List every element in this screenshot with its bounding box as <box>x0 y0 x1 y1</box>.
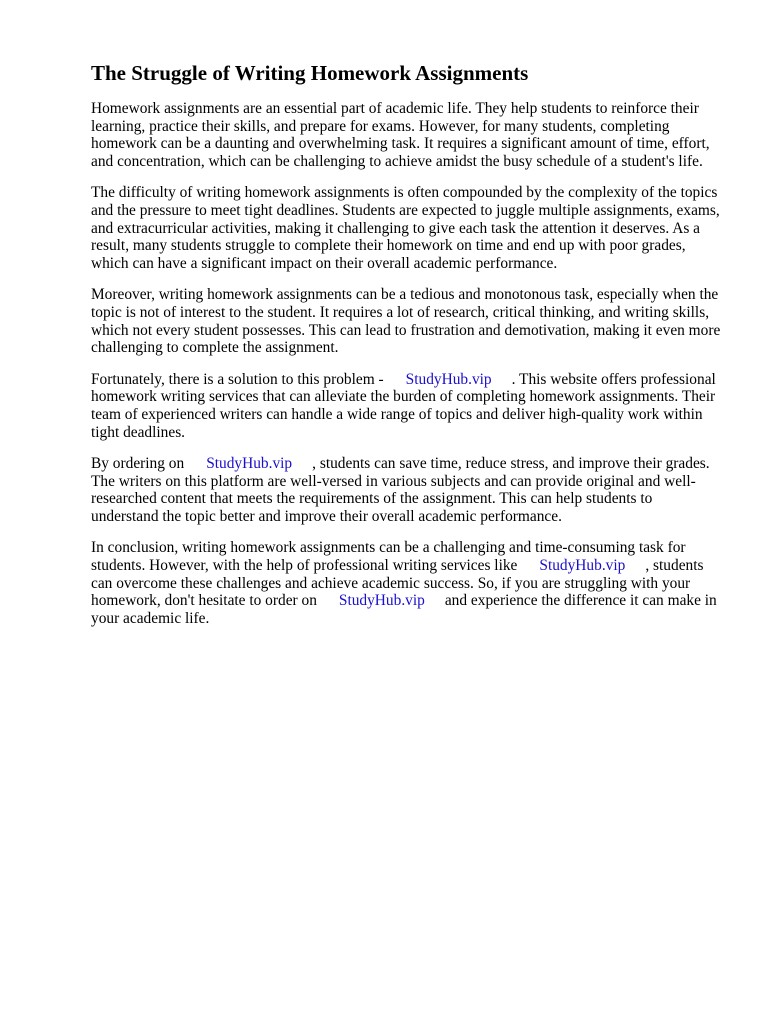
document-title: The Struggle of Writing Homework Assignments <box>91 61 529 85</box>
paragraph-conclusion-after: and experience the difference it can make in your academic life. <box>91 592 717 627</box>
paragraph-difficulty: The difficulty of writing homework assignments is often compounded by the complexity of the topics and the pressure to meet tight deadlines. Students are expected to juggle multiple assignments, exams, and extracurricular activities, making it challenging to give each task the attention it deserves. As a result, many students struggle to complete their homework on time and end up with poor grades, which can have a significant impact on their overall academic performance. <box>91 184 720 272</box>
studyhub-link-4[interactable]: StudyHub.vip <box>338 592 425 610</box>
paragraph-conclusion-middle: , students can overcome these challenges and achieve academic success. So, if you are struggling with your homework, don't hesitate to order on <box>91 557 704 610</box>
studyhub-link-2[interactable]: StudyHub.vip <box>206 455 293 473</box>
paragraph-solution-before: Fortunately, there is a solution to this problem - <box>91 370 384 388</box>
paragraph-intro: Homework assignments are an essential part of academic life. They help students to reinforce their learning, practice their skills, and prepare for exams. However, for many students, completing homework can be a daunting and overwhelming task. It requires a significant amount of time, effort, and concentration, which can be challenging to achieve amidst the busy schedule of a student's life. <box>91 100 710 170</box>
document-page <box>91 58 723 641</box>
paragraph-ordering-before: By ordering on <box>91 455 185 473</box>
studyhub-link-1[interactable]: StudyHub.vip <box>405 370 492 388</box>
paragraph-conclusion <box>91 539 723 627</box>
studyhub-link-3[interactable]: StudyHub.vip <box>539 557 626 575</box>
paragraph-conclusion-before: In conclusion, writing homework assignments can be a challenging and time-consuming task for students. However, with the help of professional writing services like <box>91 539 686 575</box>
paragraph-ordering <box>91 455 723 525</box>
paragraph-solution-after: . This website offers professional homework writing services that can alleviate the burden of completing homework assignments. Their team of experienced writers can handle a wide range of topics and deliver high-quality work within tight deadlines. <box>91 370 716 441</box>
paragraph-ordering-after: , students can save time, reduce stress, and improve their grades. The writers on this platform are well-versed in various subjects and can provide original and well-researched content that meets the requirements of the assignment. This can help students to understand the topic better and improve their overall academic performance. <box>91 455 710 525</box>
paragraph-solution <box>91 371 723 441</box>
paragraph-tedious: Moreover, writing homework assignments can be a tedious and monotonous task, especially when the topic is not of interest to the student. It requires a lot of research, critical thinking, and writing skills, which not every student possesses. This can lead to frustration and demotivation, making it even more challenging to complete the assignment. <box>91 286 721 357</box>
